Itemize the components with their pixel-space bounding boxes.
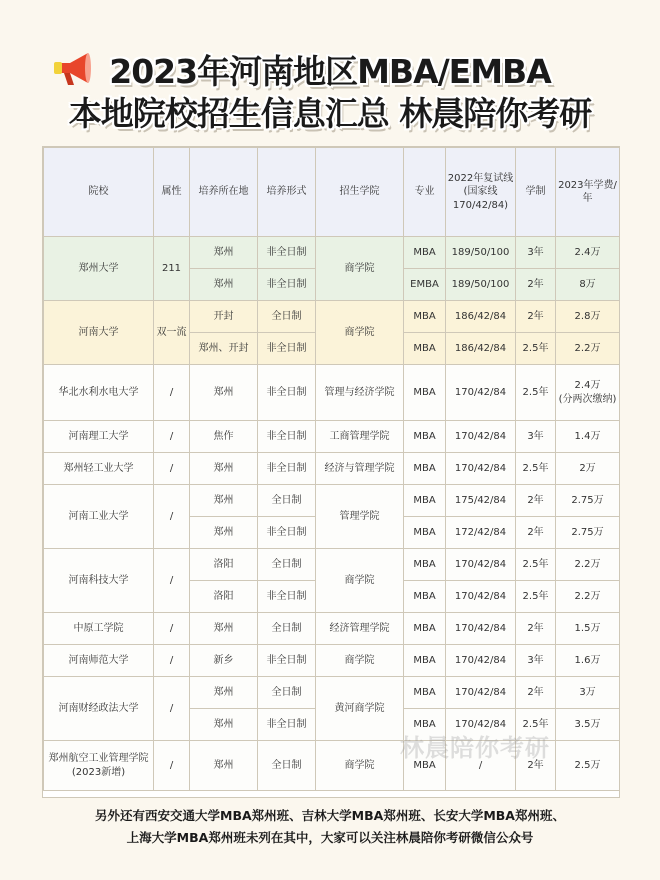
school-cell: 河南大学 — [44, 301, 154, 365]
footer-line-2: 上海大学MBA郑州班未列在其中，大家可以关注林晨陪你考研微信公众号 — [126, 830, 534, 845]
form-cell: 非全日制 — [258, 421, 316, 453]
major-cell: MBA — [404, 645, 446, 677]
score-line-cell: 172/42/84 — [446, 517, 516, 549]
years-cell: 2年 — [516, 613, 556, 645]
score-line-cell: 170/42/84 — [446, 549, 516, 581]
location-cell: 新乡 — [190, 645, 258, 677]
fee-cell: 3.5万 — [556, 709, 620, 741]
form-cell: 非全日制 — [258, 333, 316, 365]
score-line-cell: 186/42/84 — [446, 333, 516, 365]
years-cell: 2年 — [516, 269, 556, 301]
fee-cell: 2.2万 — [556, 549, 620, 581]
table-row — [44, 613, 620, 645]
college-cell: 管理与经济学院 — [316, 365, 404, 421]
form-cell: 非全日制 — [258, 237, 316, 269]
col-form: 培养形式 — [258, 148, 316, 237]
years-cell: 2.5年 — [516, 365, 556, 421]
attr-cell: 双一流 — [154, 301, 190, 365]
school-cell: 郑州大学 — [44, 237, 154, 301]
form-cell: 非全日制 — [258, 269, 316, 301]
col-major: 专业 — [404, 148, 446, 237]
table-row — [44, 421, 620, 453]
years-cell: 2年 — [516, 485, 556, 517]
col-attr: 属性 — [154, 148, 190, 237]
table-row — [44, 485, 620, 517]
fee-cell: 1.6万 — [556, 645, 620, 677]
college-cell: 经济管理学院 — [316, 613, 404, 645]
col-score-line: 2022年复试线 (国家线 170/42/84) — [446, 148, 516, 237]
college-cell: 商学院 — [316, 237, 404, 301]
score-line-cell: 170/42/84 — [446, 453, 516, 485]
page-header — [0, 0, 660, 140]
attr-cell: / — [154, 549, 190, 613]
major-cell: MBA — [404, 237, 446, 269]
attr-cell: / — [154, 365, 190, 421]
admissions-table — [42, 146, 620, 798]
fee-cell: 3万 — [556, 677, 620, 709]
score-line-cell: 175/42/84 — [446, 485, 516, 517]
location-cell: 郑州 — [190, 709, 258, 741]
score-line-cell: 189/50/100 — [446, 269, 516, 301]
location-cell: 郑州 — [190, 613, 258, 645]
college-cell: 商学院 — [316, 741, 404, 791]
form-cell: 非全日制 — [258, 517, 316, 549]
attr-cell: / — [154, 741, 190, 791]
major-cell: MBA — [404, 613, 446, 645]
college-cell: 商学院 — [316, 549, 404, 613]
fee-value: 2.4万 — [574, 380, 601, 391]
years-cell: 2.5年 — [516, 453, 556, 485]
school-cell — [44, 741, 154, 791]
title-line-2: 本地院校招生信息汇总 林晨陪你考研 — [68, 94, 592, 133]
score-line-cell: 170/42/84 — [446, 581, 516, 613]
major-cell: MBA — [404, 677, 446, 709]
table-row — [44, 301, 620, 333]
location-cell: 郑州 — [190, 517, 258, 549]
years-cell: 3年 — [516, 645, 556, 677]
score-line-cell: 170/42/84 — [446, 365, 516, 421]
attr-cell: / — [154, 645, 190, 677]
years-cell: 2.5年 — [516, 549, 556, 581]
footer-line-1: 另外还有西安交通大学MBA郑州班、吉林大学MBA郑州班、长安大学MBA郑州班、 — [95, 808, 565, 823]
fee-cell: 2.5万 — [556, 741, 620, 791]
attr-cell: / — [154, 453, 190, 485]
form-cell: 非全日制 — [258, 581, 316, 613]
college-cell: 经济与管理学院 — [316, 453, 404, 485]
major-cell: MBA — [404, 453, 446, 485]
location-cell: 洛阳 — [190, 549, 258, 581]
attr-cell: / — [154, 677, 190, 741]
form-cell: 全日制 — [258, 549, 316, 581]
years-cell: 2.5年 — [516, 709, 556, 741]
major-cell: MBA — [404, 365, 446, 421]
school-cell: 河南理工大学 — [44, 421, 154, 453]
fee-cell: 2万 — [556, 453, 620, 485]
major-cell: EMBA — [404, 269, 446, 301]
title-line-1: 2023年河南地区MBA/EMBA — [109, 52, 551, 91]
school-cell: 郑州轻工业大学 — [44, 453, 154, 485]
watermark: 林晨陪你考研 — [400, 734, 550, 762]
score-line-cell: 170/42/84 — [446, 677, 516, 709]
form-cell: 非全日制 — [258, 453, 316, 485]
major-cell: MBA — [404, 741, 446, 791]
years-cell: 2年 — [516, 741, 556, 791]
fee-cell: 2.2万 — [556, 581, 620, 613]
table-row — [44, 365, 620, 421]
col-college: 招生学院 — [316, 148, 404, 237]
location-cell: 郑州 — [190, 485, 258, 517]
school-note: (2023新增) — [71, 766, 126, 778]
school-cell: 河南科技大学 — [44, 549, 154, 613]
table-row — [44, 453, 620, 485]
location-cell: 洛阳 — [190, 581, 258, 613]
college-cell: 商学院 — [316, 645, 404, 677]
table-header-row — [44, 148, 620, 237]
school-cell: 河南财经政法大学 — [44, 677, 154, 741]
major-cell: MBA — [404, 333, 446, 365]
col-school: 院校 — [44, 148, 154, 237]
table-row — [44, 549, 620, 581]
form-cell: 非全日制 — [258, 645, 316, 677]
years-cell: 2年 — [516, 517, 556, 549]
location-cell: 郑州 — [190, 453, 258, 485]
years-cell: 2.5年 — [516, 333, 556, 365]
fee-cell — [556, 365, 620, 421]
college-cell: 管理学院 — [316, 485, 404, 549]
fee-cell: 2.4万 — [556, 237, 620, 269]
location-cell: 郑州、开封 — [190, 333, 258, 365]
years-cell: 3年 — [516, 421, 556, 453]
col-location: 培养所在地 — [190, 148, 258, 237]
score-line-cell: / — [446, 741, 516, 791]
location-cell: 郑州 — [190, 269, 258, 301]
fee-cell: 8万 — [556, 269, 620, 301]
form-cell: 非全日制 — [258, 365, 316, 421]
form-cell: 全日制 — [258, 741, 316, 791]
fee-cell: 2.8万 — [556, 301, 620, 333]
attr-cell: / — [154, 421, 190, 453]
location-cell: 开封 — [190, 301, 258, 333]
fee-cell: 1.5万 — [556, 613, 620, 645]
col-fee: 2023年学费/年 — [556, 148, 620, 237]
table-row — [44, 237, 620, 269]
years-cell: 2年 — [516, 301, 556, 333]
form-cell: 全日制 — [258, 301, 316, 333]
years-cell: 2.5年 — [516, 581, 556, 613]
location-cell: 焦作 — [190, 421, 258, 453]
school-name: 郑州航空工业管理学院 — [48, 753, 149, 764]
score-line-cell: 170/42/84 — [446, 645, 516, 677]
location-cell: 郑州 — [190, 237, 258, 269]
major-cell: MBA — [404, 581, 446, 613]
major-cell: MBA — [404, 549, 446, 581]
form-cell: 全日制 — [258, 613, 316, 645]
major-cell: MBA — [404, 709, 446, 741]
fee-cell: 1.4万 — [556, 421, 620, 453]
score-line-cell: 189/50/100 — [446, 237, 516, 269]
college-cell: 黄河商学院 — [316, 677, 404, 741]
attr-cell: 211 — [154, 237, 190, 301]
college-cell: 工商管理学院 — [316, 421, 404, 453]
location-cell: 郑州 — [190, 365, 258, 421]
table-row — [44, 645, 620, 677]
col-years: 学制 — [516, 148, 556, 237]
fee-cell: 2.75万 — [556, 517, 620, 549]
score-line-cell: 170/42/84 — [446, 421, 516, 453]
years-cell: 3年 — [516, 237, 556, 269]
score-line-cell: 186/42/84 — [446, 301, 516, 333]
college-cell: 商学院 — [316, 301, 404, 365]
years-cell: 2年 — [516, 677, 556, 709]
form-cell: 全日制 — [258, 677, 316, 709]
form-cell: 全日制 — [258, 485, 316, 517]
score-line-cell: 170/42/84 — [446, 613, 516, 645]
school-cell: 河南工业大学 — [44, 485, 154, 549]
school-cell: 华北水利水电大学 — [44, 365, 154, 421]
fee-cell: 2.2万 — [556, 333, 620, 365]
major-cell: MBA — [404, 301, 446, 333]
school-cell: 河南师范大学 — [44, 645, 154, 677]
footer-note — [0, 805, 660, 849]
major-cell: MBA — [404, 517, 446, 549]
location-cell: 郑州 — [190, 677, 258, 709]
major-cell: MBA — [404, 485, 446, 517]
location-cell: 郑州 — [190, 741, 258, 791]
school-cell: 中原工学院 — [44, 613, 154, 645]
form-cell: 非全日制 — [258, 709, 316, 741]
table-row — [44, 677, 620, 709]
score-line-cell: 170/42/84 — [446, 709, 516, 741]
fee-cell: 2.75万 — [556, 485, 620, 517]
attr-cell: / — [154, 485, 190, 549]
attr-cell: / — [154, 613, 190, 645]
major-cell: MBA — [404, 421, 446, 453]
fee-note: (分两次缴纳) — [558, 393, 617, 405]
